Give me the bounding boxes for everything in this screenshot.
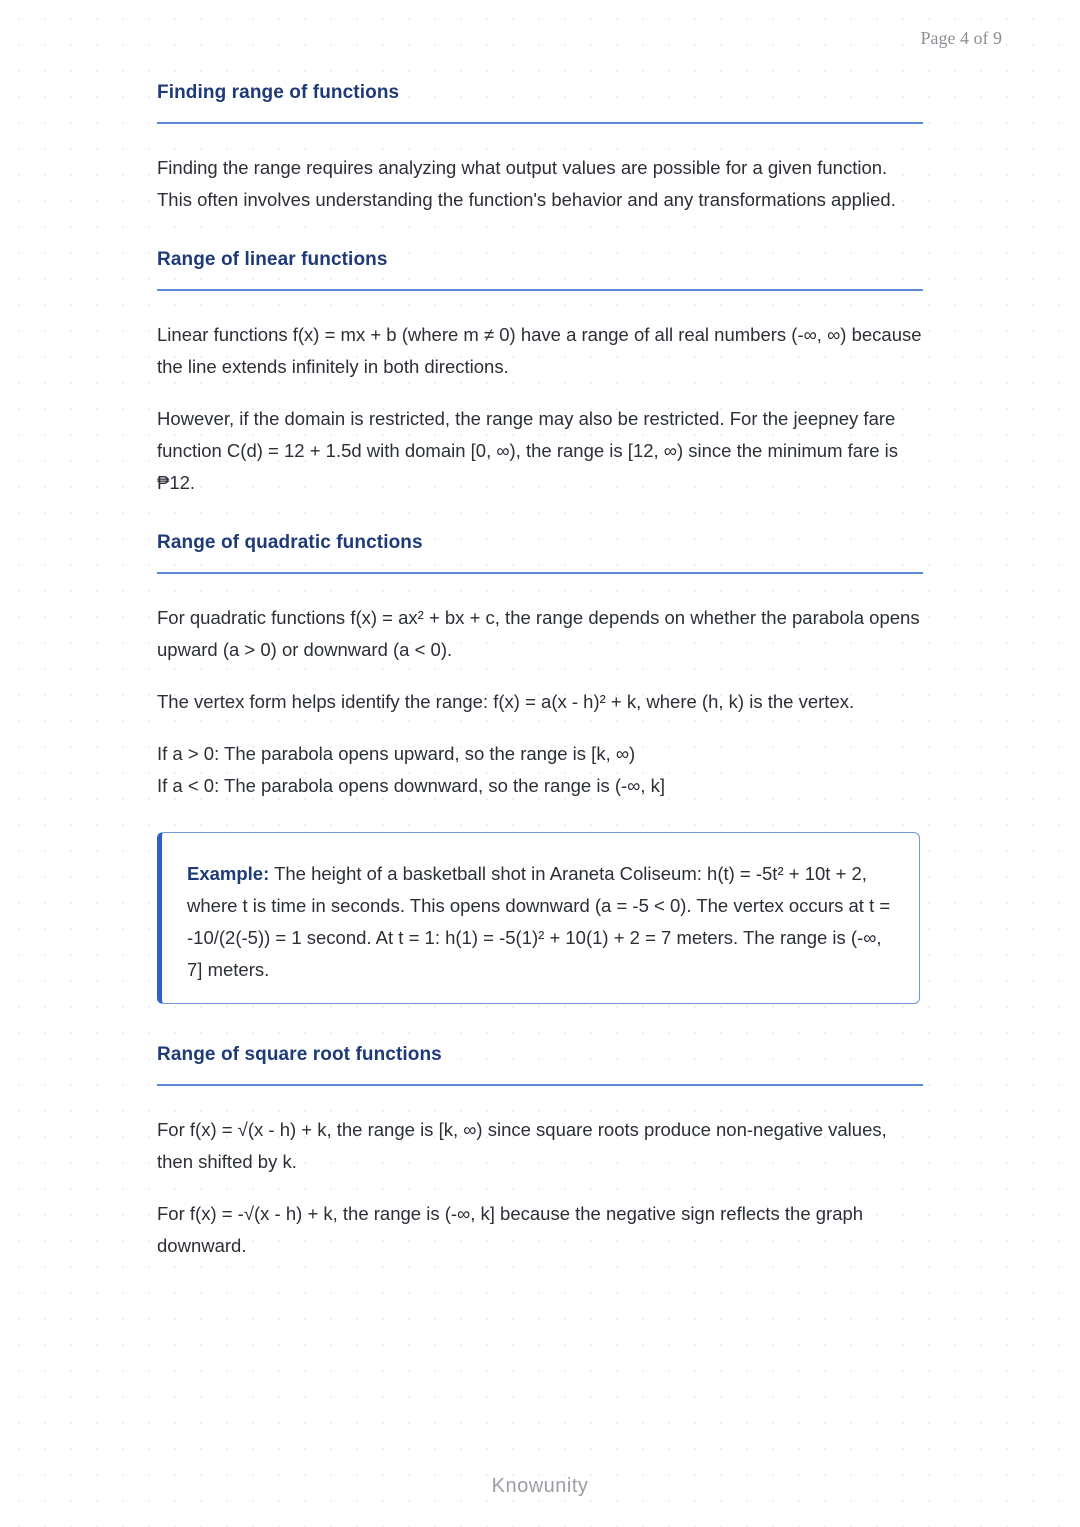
paragraph-linear-range: Linear functions f(x) = mx + b (where m ≠ 0) have a range of all real numbers (-∞, ∞) because the line extends infinitely in both directions. [157,324,922,377]
paragraph-sqrt-positive: For f(x) = √(x - h) + k, the range is [k, ∞) since square roots produce non-negative values, then shifted by k. [157,1119,887,1172]
paragraph-sqrt-negative: For f(x) = -√(x - h) + k, the range is (-∞, k] because the negative sign reflects the graph downward. [157,1203,864,1256]
section-heading-square-root: Range of square root functions [157,1044,923,1086]
page-indicator: Page 4 of 9 [920,28,1002,48]
footer-brand: Knowunity [491,1475,589,1497]
paragraph-upward-case: If a > 0: The parabola opens upward, so the range is [k, ∞) [157,743,636,764]
example-callout [157,832,920,1004]
paragraph-quadratic-intro: For quadratic functions f(x) = ax² + bx + c, the range depends on whether the parabola opens upward (a > 0) or downward (a < 0). [157,607,920,660]
paragraph-finding-range-intro: Finding the range requires analyzing what output values are possible for a given function. This often involves understanding the function's behavior and any transformations applied. [157,157,896,210]
paragraph-vertex-form: The vertex form helps identify the range: f(x) = a(x - h)² + k, where (h, k) is the vertex. [157,691,855,712]
paragraph-linear-restricted: However, if the domain is restricted, the range may also be restricted. For the jeepney fare function C(d) = 12 + 1.5d with domain [0, ∞), the range is [12, ∞) since the minimum fare is ₱12. [157,408,899,493]
example-body: The height of a basketball shot in Araneta Coliseum: h(t) = -5t² + 10t + 2, where t is time in seconds. This opens downward (a = -5 < 0). The vertex occurs at t = -10/(2(-5)) = 1 second. At t = 1: h(1) = -5(1)² + 10(1) + 2 = 7 meters. The range is (-∞, 7] meters. [187,863,891,980]
section-heading-linear: Range of linear functions [157,249,923,291]
paragraph-downward-case: If a < 0: The parabola opens downward, so the range is (-∞, k] [157,775,666,796]
section-heading-quadratic: Range of quadratic functions [157,532,923,574]
example-label: Example: [187,863,270,884]
section-heading-finding-range: Finding range of functions [157,82,923,124]
example-text [187,858,897,986]
